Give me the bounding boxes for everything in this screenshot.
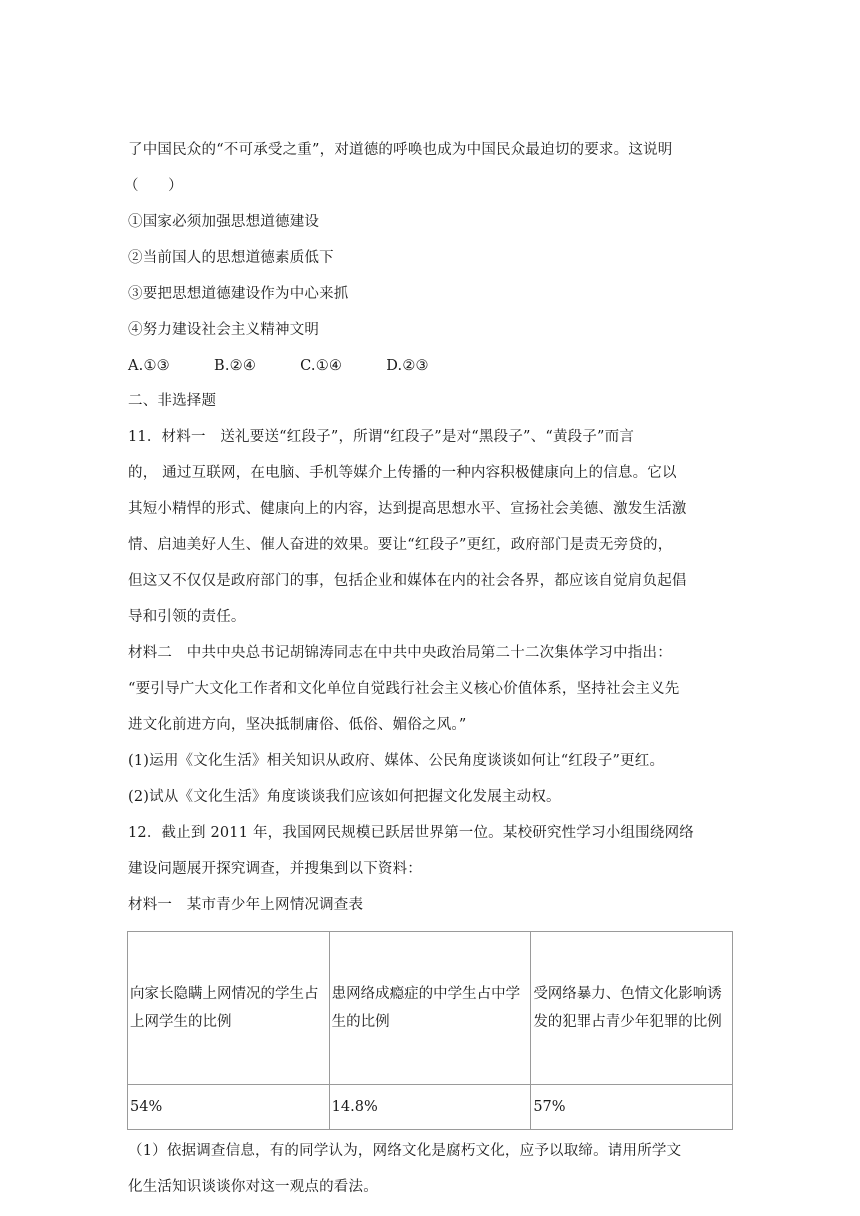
- q11-material1-line-6: 导和引领的责任。: [128, 609, 246, 625]
- table-row: [128, 1085, 733, 1130]
- q11-sub-question-1: (1)运用《文化生活》相关知识从政府、媒体、公民角度谈谈如何让“红段子”更红。: [128, 753, 665, 769]
- q10-stem-line-2: （ ）: [124, 178, 183, 194]
- table-cell: [531, 1085, 733, 1130]
- q11-material1-line-5: 但这又不仅仅是政府部门的事，包括企业和媒体在内的社会各界，都应该自觉肩负起倡: [128, 573, 687, 589]
- table-header-cell: [128, 932, 330, 1085]
- q10-choices: A.①③ B.②④ C.①④ D.②③: [128, 358, 429, 374]
- value-internet-addiction: 14.8%: [331, 1099, 378, 1115]
- section-title: 二、非选择题: [128, 393, 217, 409]
- q10-option-4: ④努力建设社会主义精神文明: [128, 322, 320, 338]
- q12-sub-question-line-2: 化生活知识谈谈你对这一观点的看法。: [128, 1179, 378, 1195]
- survey-table: [127, 931, 733, 1130]
- table-header-cell: [531, 932, 733, 1085]
- q12-line-2: 建设问题展开探究调查，并搜集到以下资料：: [128, 861, 422, 877]
- q11-material1-line-4: 情、启迪美好人生、催人奋进的效果。要让“红段子”更红，政府部门是责无旁贷的，: [128, 537, 673, 553]
- q11-material1-line-3: 其短小精悍的形式、健康向上的内容，达到提高思想水平、宣扬社会美德、激发生活激: [128, 501, 687, 517]
- q11-material1-line-1: 11．材料一 送礼要送“红段子”，所谓“红段子”是对“黑段子”、“黄段子”而言: [128, 429, 635, 445]
- q11-material1-line-2: 的， 通过互联网，在电脑、手机等媒介上传播的一种内容积极健康向上的信息。它以: [128, 465, 677, 481]
- q12-sub-question-line-1: （1）依据调查信息，有的同学认为，网络文化是腐朽文化，应予以取缔。请用所学文: [128, 1143, 682, 1159]
- q11-sub-question-2: (2)试从《文化生活》角度谈谈我们应该如何把握文化发展主动权。: [128, 789, 561, 805]
- header-crime-ratio: 受网络暴力、色情文化影响诱发的犯罪占青少年犯罪的比例: [533, 986, 722, 1030]
- table-cell: [329, 1085, 531, 1130]
- q10-option-3: ③要把思想道德建设作为中心来抓: [128, 286, 349, 302]
- header-hide-from-parents: 向家长隐瞒上网情况的学生占上网学生的比例: [130, 986, 319, 1030]
- value-hide-from-parents: 54%: [130, 1099, 163, 1115]
- q11-material2-line-3: 进文化前进方向，坚决抵制庸俗、低俗、媚俗之风。”: [128, 717, 467, 733]
- value-crime-ratio: 57%: [533, 1099, 566, 1115]
- q12-line-1: 12．截止到 2011 年，我国网民规模已跃居世界第一位。某校研究性学习小组围绕网络: [128, 825, 694, 841]
- q12-material1-title: 材料一 某市青少年上网情况调查表: [128, 897, 364, 913]
- table-cell: [128, 1085, 330, 1130]
- q10-stem-line-1: 了中国民众的“不可承受之重”，对道德的呼唤也成为中国民众最迫切的要求。这说明: [128, 142, 673, 158]
- q10-option-1: ①国家必须加强思想道德建设: [128, 214, 320, 230]
- table-header-row: [128, 932, 733, 1085]
- q11-material2-line-2: “要引导广大文化工作者和文化单位自觉践行社会主义核心价值体系，坚持社会主义先: [128, 681, 680, 697]
- q10-option-2: ②当前国人的思想道德素质低下: [128, 250, 334, 266]
- q11-material2-line-1: 材料二 中共中央总书记胡锦涛同志在中共中央政治局第二十二次集体学习中指出：: [128, 645, 672, 661]
- header-internet-addiction: 患网络成瘾症的中学生占中学生的比例: [331, 986, 521, 1030]
- table-header-cell: [329, 932, 531, 1085]
